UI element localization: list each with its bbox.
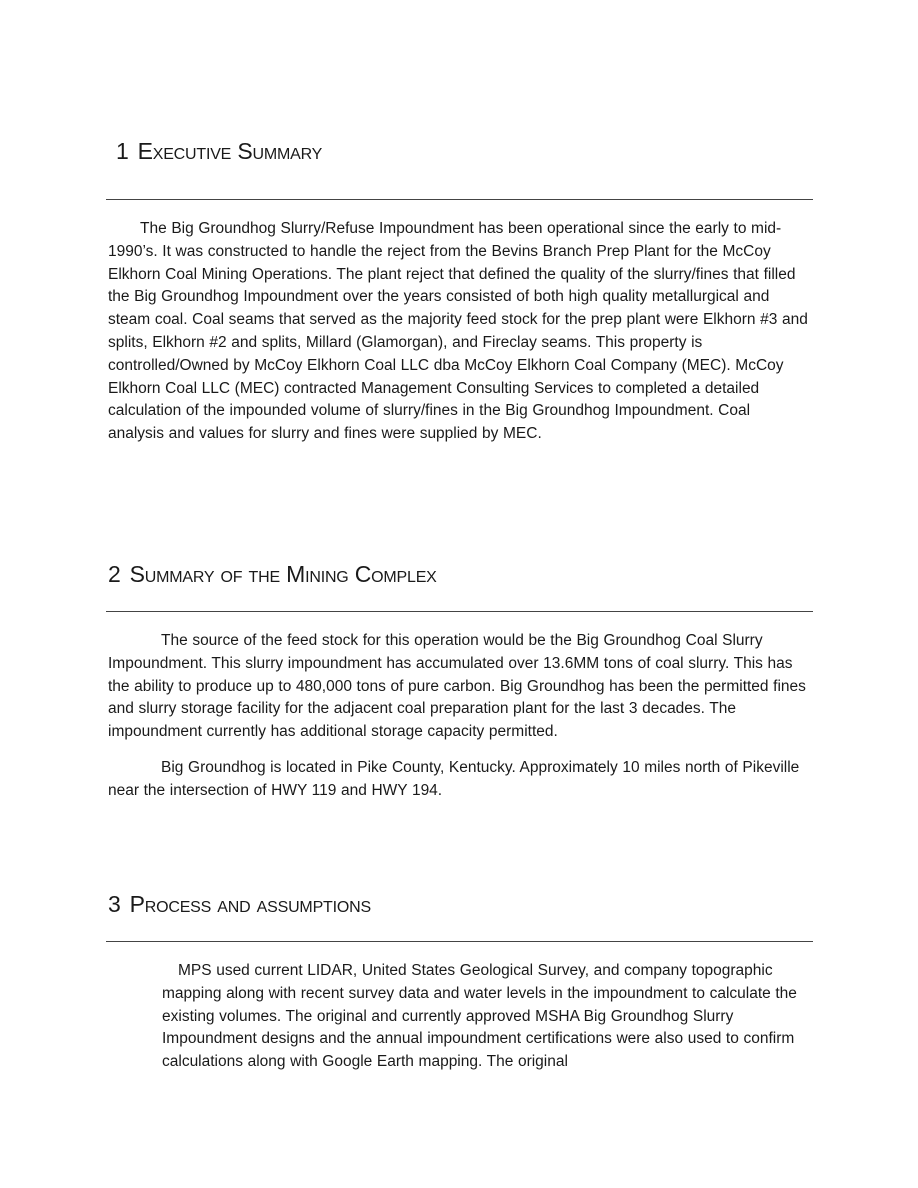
section-divider — [106, 199, 813, 200]
section-divider — [106, 611, 813, 612]
section-number: 1 — [116, 138, 129, 164]
section-heading — [116, 137, 322, 165]
body-paragraph: The source of the feed stock for this operation would be the Big Groundhog Coal Slurry Impoundment. This slurry impoundment has accumulated over 13.6MM tons of coal slurry. This has the ability to produce up to 480,000 tons of pure carbon. Big Groundhog has been the permitted fines and slurry storage facility for the adjacent coal preparation plant for the last 3 decades. The impoundment currently has additional storage capacity permitted. — [108, 632, 806, 741]
section-number: 3 — [108, 891, 121, 917]
section-title: Executive Summary — [137, 138, 323, 164]
body-paragraph: Big Groundhog is located in Pike County, Kentucky. Approximately 10 miles north of Pikeville near the intersection of HWY 119 and HWY 194. — [108, 759, 800, 799]
body-paragraph: MPS used current LIDAR, United States Geological Survey, and company topographic mapping along with recent survey data and water levels in the impoundment to calculate the existing volumes. The original and currently approved MSHA Big Groundhog Slurry Impoundment designs and the annual impoundment certifications were also used to confirm calculations along with Google Earth mapping. The original — [162, 962, 797, 1071]
section-divider — [106, 941, 813, 942]
section-heading — [108, 890, 371, 918]
section-title: Summary of the Mining Complex — [129, 561, 437, 587]
section-title: Process and assumptions — [129, 891, 371, 917]
section-number: 2 — [108, 561, 121, 587]
body-paragraph: The Big Groundhog Slurry/Refuse Impoundment has been operational since the early to mid-1990’s. It was constructed to handle the reject from the Bevins Branch Prep Plant for the McCoy Elkhorn Coal Mining Operations. The plant reject that defined the quality of the slurry/fines that filled the Big Groundhog Impoundment over the years consisted of both high quality metallurgical and steam coal. Coal seams that served as the majority feed stock for the prep plant were Elkhorn #3 and splits, Elkhorn #2 and splits, Millard (Glamorgan), and Fireclay seams. This property is controlled/Owned by McCoy Elkhorn Coal LLC dba McCoy Elkhorn Coal Company (MEC). McCoy Elkhorn Coal LLC (MEC) contracted Management Consulting Services to completed a detailed calculation of the impounded volume of slurry/fines in the Big Groundhog Impoundment. Coal analysis and values for slurry and fines were supplied by MEC. — [108, 220, 808, 443]
section-heading — [108, 560, 437, 588]
